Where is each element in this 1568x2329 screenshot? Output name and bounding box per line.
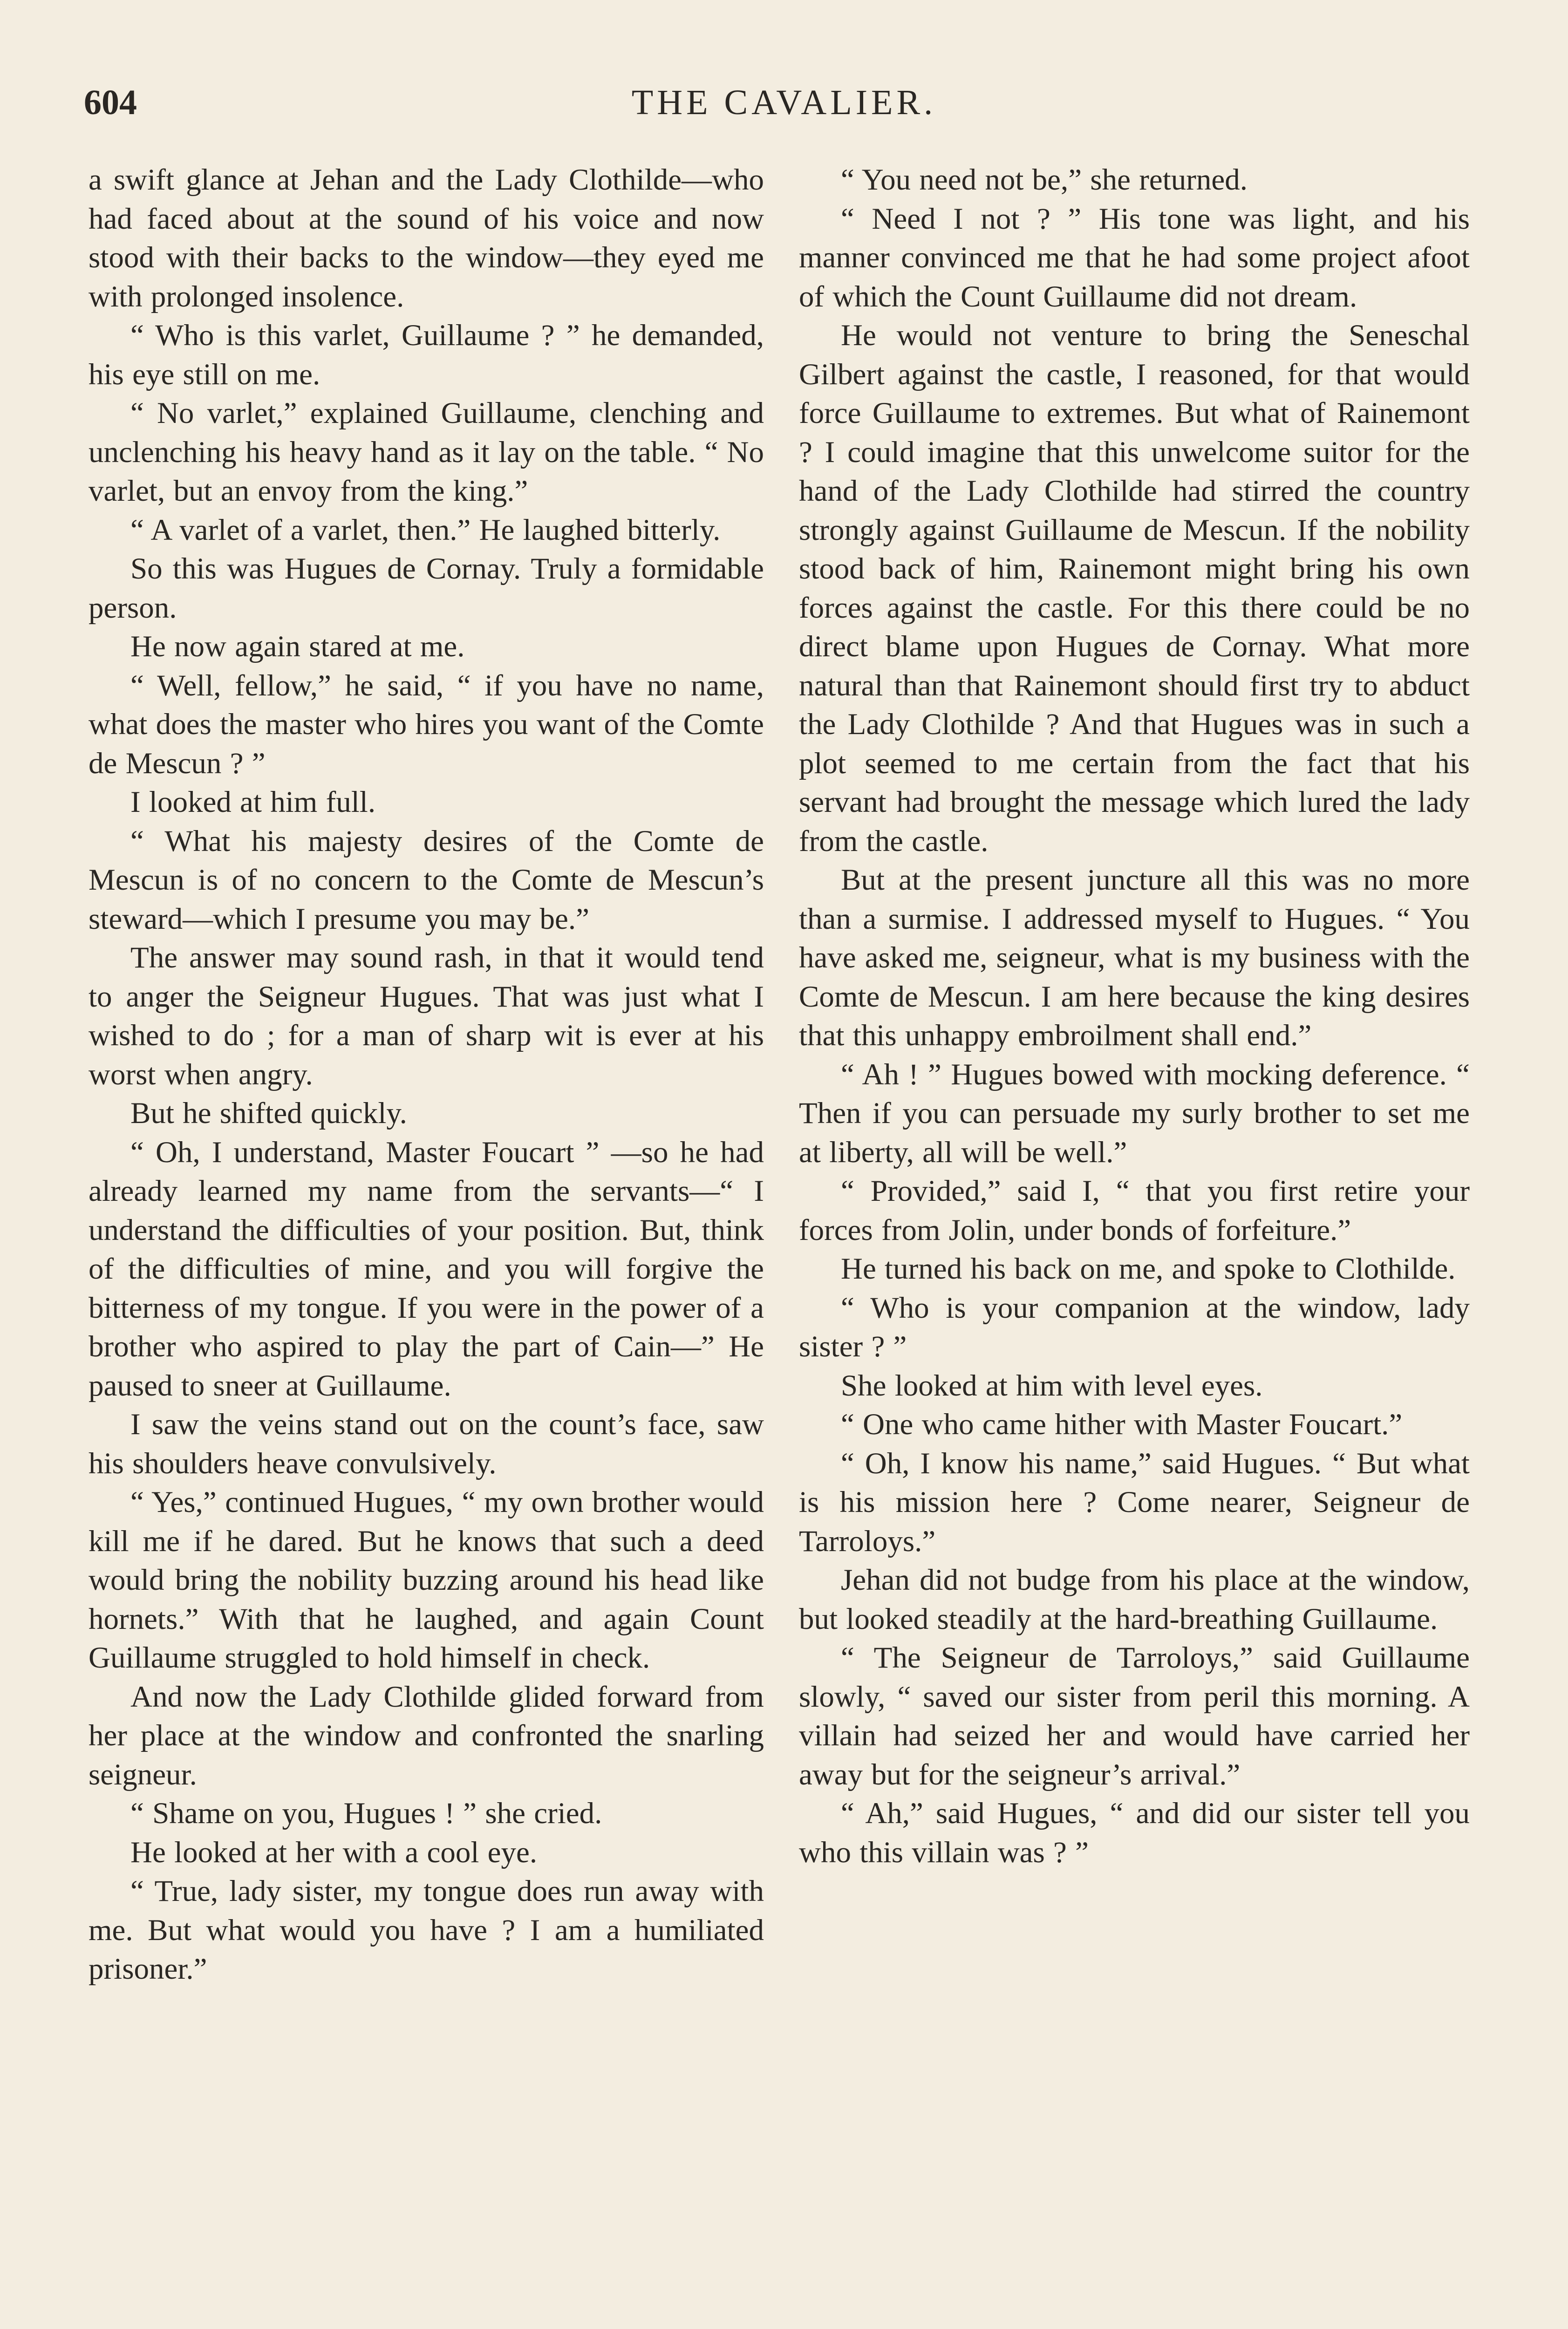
paragraph: “ Provided,” said I, “ that you first retire your forces from Jolin, under bonds of forfeiture.” xyxy=(799,1174,1470,1247)
page-header xyxy=(0,79,1568,130)
paragraph: “ The Seigneur de Tarroloys,” said Guillaume slowly, “ saved our sister from peril this morning. A villain had seized her and would have carried her away but for the seigneur’s arrival.” xyxy=(799,1641,1470,1791)
left-column xyxy=(89,161,764,2329)
paragraph: He turned his back on me, and spoke to Clothilde. xyxy=(841,1252,1456,1286)
paragraph: She looked at him with level eyes. xyxy=(841,1369,1263,1403)
paragraph: I saw the veins stand out on the count’s face, saw his shoulders heave convulsively. xyxy=(89,1408,764,1480)
paragraph: I looked at him full. xyxy=(130,785,376,819)
paragraph: “ True, lady sister, my tongue does run away with me. But what would you have ? I am a humiliated prisoner.” xyxy=(89,1874,764,1986)
paragraph: The answer may sound rash, in that it would tend to anger the Seigneur Hugues. That was just what I wished to do ; for a man of sharp wit is ever at his worst when angry. xyxy=(89,941,764,1091)
paragraph: “ A varlet of a varlet, then.” He laughed bitterly. xyxy=(130,513,721,547)
paragraph: “ Ah,” said Hugues, “ and did our sister tell you who this villain was ? ” xyxy=(799,1797,1470,1869)
paragraph: “ What his majesty desires of the Comte de Mescun is of no concern to the Comte de Mescun’s steward—which I presume you may be.” xyxy=(89,824,764,936)
paragraph: “ No varlet,” explained Guillaume, clenching and unclenching his heavy hand as it lay on the table. “ No varlet, but an envoy from the king.” xyxy=(89,396,764,508)
paragraph: He now again stared at me. xyxy=(130,630,465,663)
page-number: 604 xyxy=(84,83,137,122)
paragraph: “ Shame on you, Hugues ! ” she cried. xyxy=(130,1797,602,1830)
paragraph: He would not venture to bring the Seneschal Gilbert against the castle, I reasoned, for that would force Guillaume to extremes. But what of Rainemont ? I could imagine that this unwelcome suitor for the hand of the Lady Clothilde had stirred the country strongly against Guillaume de Mescun. If the nobility stood back of him, Rainemont might bring his own forces against the castle. For this there could be no direct blame upon Hugues de Cornay. What more natural than that Rainemont should first try to abduct the Lady Clothilde ? And that Hugues was in such a plot seemed to me certain from the fact that his servant had brought the message which lured the lady from the castle. xyxy=(799,319,1470,858)
paragraph: “ Who is this varlet, Guillaume ? ” he demanded, his eye still on me. xyxy=(89,319,764,391)
paragraph: And now the Lady Clothilde glided forward from her place at the window and confronted the snarling seigneur. xyxy=(89,1680,764,1791)
paragraph: “ You need not be,” she returned. xyxy=(841,163,1248,197)
paragraph: “ Well, fellow,” he said, “ if you have no name, what does the master who hires you want of the Comte de Mescun ? ” xyxy=(89,668,764,780)
paragraph: But he shifted quickly. xyxy=(130,1096,407,1130)
paragraph: So this was Hugues de Cornay. Truly a formidable person. xyxy=(89,552,764,625)
paragraph: “ Ah ! ” Hugues bowed with mocking deference. “ Then if you can persuade my surly brother to set me at liberty, all will be well.” xyxy=(799,1057,1470,1169)
paragraph: He looked at her with a cool eye. xyxy=(130,1835,538,1869)
running-head: THE CAVALIER. xyxy=(631,83,937,122)
paragraph: “ Need I not ? ” His tone was light, and his manner convinced me that he had some project afoot of which the Count Guillaume did not dream. xyxy=(799,202,1470,313)
paragraph: “ One who came hither with Master Foucart.” xyxy=(841,1408,1403,1441)
right-column xyxy=(799,161,1470,2329)
paragraph: “ Oh, I understand, Master Foucart ” —so he had already learned my name from the servants—“ I understand the difficulties of your position. But, think of the difficulties of mine, and you will forgive the bitterness of my tongue. If you were in the power of a brother who aspired to play the part of Cain—” He paused to sneer at Guillaume. xyxy=(89,1135,764,1403)
paragraph: Jehan did not budge from his place at the window, but looked steadily at the hard-breathing Guillaume. xyxy=(799,1563,1470,1636)
paragraph: “ Oh, I know his name,” said Hugues. “ But what is his mission here ? Come nearer, Seigneur de Tarroloys.” xyxy=(799,1446,1470,1558)
paragraph: “ Yes,” continued Hugues, “ my own brother would kill me if he dared. But he knows that such a deed would bring the nobility buzzing around his head like hornets.” With that he laughed, and again Count Guillaume struggled to hold himself in check. xyxy=(89,1485,764,1675)
paragraph: But at the present juncture all this was no more than a surmise. I addressed myself to Hugues. “ You have asked me, seigneur, what is my business with the Comte de Mescun. I am here because the king desires that this unhappy embroilment shall end.” xyxy=(799,863,1470,1052)
paragraph: “ Who is your companion at the window, lady sister ? ” xyxy=(799,1291,1470,1363)
paragraph: a swift glance at Jehan and the Lady Clothilde—who had faced about at the sound of his voice and now stood with their backs to the window—they eyed me with prolonged insolence. xyxy=(89,163,764,313)
